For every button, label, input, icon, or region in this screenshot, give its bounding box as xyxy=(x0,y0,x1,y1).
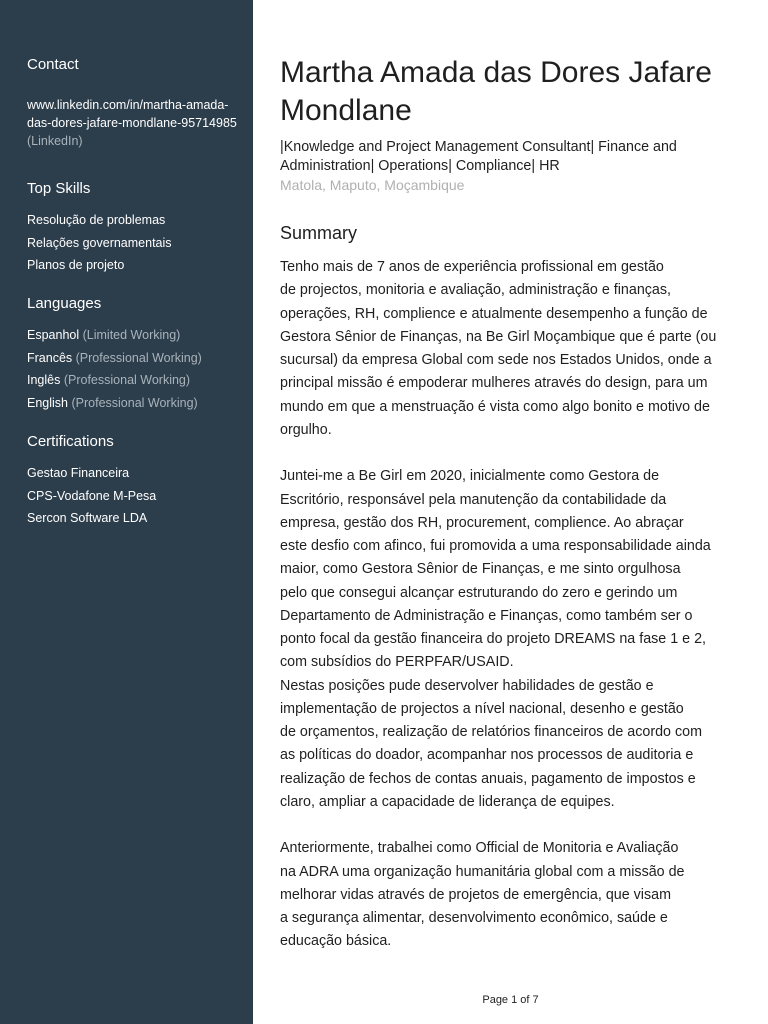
linkedin-url[interactable]: www.linkedin.com/in/martha-amada-das-dores-jafare-mondlane-95714985 xyxy=(27,98,237,130)
language-name: Inglês xyxy=(27,373,61,388)
sidebar xyxy=(0,0,253,1024)
certifications-heading: Certifications xyxy=(27,433,114,450)
skill-item: Planos de projeto xyxy=(27,258,125,273)
certifications-list xyxy=(27,464,239,527)
languages-heading: Languages xyxy=(27,295,102,312)
language-level: (Professional Working) xyxy=(71,396,198,411)
summary-paragraph: Anteriormente, trabalhei como Official de Monitoria e Avaliação na ADRA uma organização humanitária global com a missão de melhorar vidas através de projetos de emergência, que visam a segurança alimentar, desenvolvimento econômico, saúde e educação básica. xyxy=(280,840,685,950)
language-item xyxy=(27,326,239,344)
profile-name: Martha Amada das Dores Jafare Mondlane xyxy=(280,56,712,127)
languages-list xyxy=(27,326,239,412)
language-item xyxy=(27,394,239,412)
skill-item: Resolução de problemas xyxy=(27,213,166,227)
certification-item: Sercon Software LDA xyxy=(27,511,148,526)
language-item xyxy=(27,371,239,389)
contact-section xyxy=(27,55,239,150)
profile-location: Matola, Maputo, Moçambique xyxy=(280,177,465,193)
language-level: (Limited Working) xyxy=(82,328,181,342)
linkedin-link[interactable] xyxy=(27,96,239,150)
summary-paragraph: Nestas posições pude deservolver habilidades de gestão e implementação de projectos a nível nacional, desenho e gestão de orçamentos, realização de relatórios financeiros de acordo com as políticas do doador, acompanhar nos processos de auditoria e realização de fechos de contas anuais, pagamento de impostos e claro, ampliar a capacidade de liderança de equipes. xyxy=(280,677,702,810)
language-name: English xyxy=(27,396,68,411)
certifications-section xyxy=(27,432,239,532)
language-level: (Professional Working) xyxy=(75,350,202,365)
language-name: Francês xyxy=(27,350,73,365)
page-number: Page 1 of 7 xyxy=(482,994,539,1006)
profile-headline: |Knowledge and Project Management Consultant| Finance and Administration| Operations| Compliance| HR xyxy=(280,139,677,174)
contact-heading: Contact xyxy=(27,56,79,73)
top-skills-list xyxy=(27,211,239,274)
language-item xyxy=(27,349,239,367)
certification-item: CPS-Vodafone M-Pesa xyxy=(27,488,157,503)
summary-heading: Summary xyxy=(280,223,358,243)
language-level: (Professional Working) xyxy=(63,373,191,388)
top-skills-heading: Top Skills xyxy=(27,180,91,197)
certification-item: Gestao Financeira xyxy=(27,466,130,480)
languages-section xyxy=(27,294,239,417)
summary-body xyxy=(280,256,750,954)
linkedin-label: (LinkedIn) xyxy=(27,134,83,148)
language-name: Espanhol xyxy=(27,328,80,342)
summary-paragraph: Juntei-me a Be Girl em 2020, inicialmente como Gestora de Escritório, responsável pela manutenção da contabilidade da empresa, gestão dos RH, procurement, complience. Ao abraçar este desfio com afinco, fui promovida a uma responsabilidade ainda maior, como Gestora Sênior de Finanças, e me sinto orgulhosa pelo que consegui alcançar estruturando do zero e gerindo um Departamento de Administração e Finanças, como também ser o ponto focal da gestão financeira do projeto DREAMS na fase 1 e 2, com subsídios do PERPFAR/USAID. xyxy=(280,468,711,671)
summary-paragraph: Tenho mais de 7 anos de experiência profissional em gestão de projectos, monitoria e avaliação, administração e finanças, operações, RH, complience e atualmente desempenho a função de Gestora Sênior de Finanças, na Be Girl Moçambique que é parte (ou sucursal) da empresa Global com sede nos Estados Unidos, onde a principal missão é empoderar mulheres através do design, para um mundo em que a menstruação é vista como algo bonito e motivo de orgulho. xyxy=(280,259,717,438)
top-skills-section xyxy=(27,179,239,279)
skill-item: Relações governamentais xyxy=(27,235,172,250)
